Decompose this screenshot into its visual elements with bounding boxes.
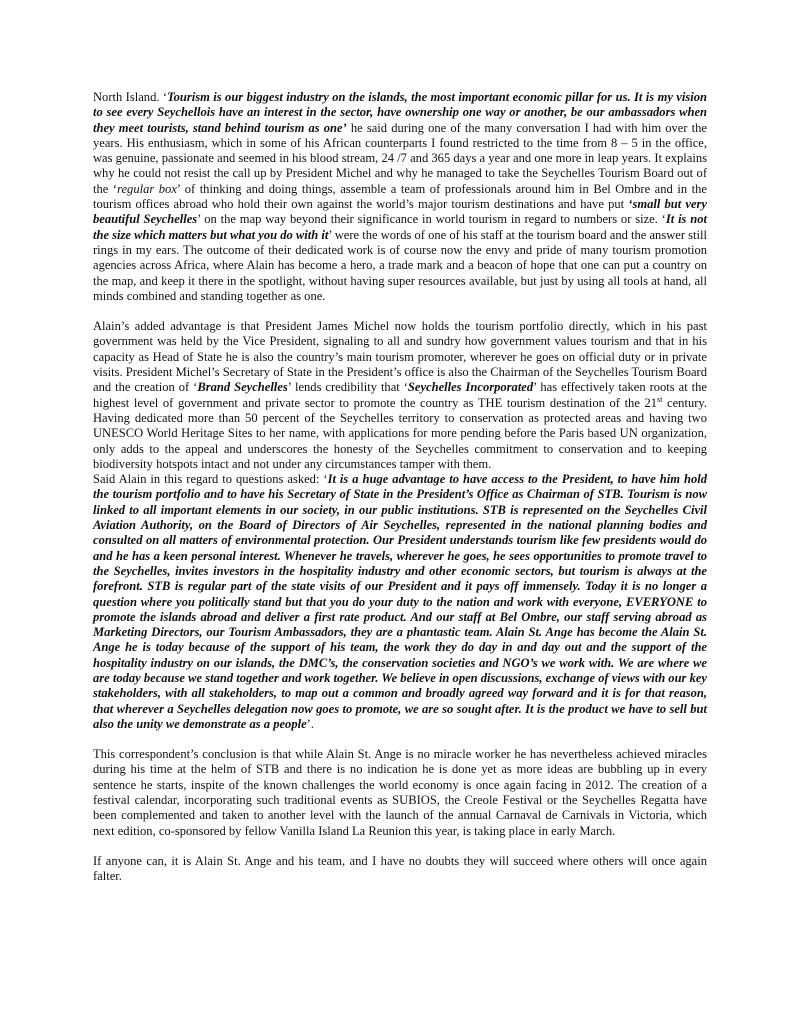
superscript-text: st (657, 394, 663, 404)
body-text: century. Having dedicated more than 50 percent of the Seychelles territory to conservation as protected areas and having two UNESCO World Heritage Sites to her name, with applications for more pending before the Paris based UN organization, only adds to the appeal and underscores the honesty of the Seychelles commitment to conservation and to keeping biodiversity hotspots intact and not under any circumstances tamper with them. (93, 395, 707, 471)
emphasized-text: It is not the size which matters but what you do with it (93, 212, 708, 242)
body-text: ’ of thinking and doing things, assemble a team of professionals around him in Bel Ombre and in the tourism offices abroad who hold their own against the world’s major tourism destinations and have put (93, 181, 707, 212)
body-text: If anyone can, it is Alain St. Ange and his team, and I have no doubts they will succeed where others will once again falter. (93, 853, 707, 884)
body-text: North Island. ‘ (93, 90, 168, 104)
body-text: ’ on the map way beyond their significance in world tourism in regard to numbers or size. ‘ (197, 212, 666, 227)
emphasized-text: ‘small but very beautiful Seychelles (93, 197, 707, 227)
paragraph-north-island (93, 90, 707, 304)
emphasized-text: It is a huge advantage to have access to the President, to have him hold the tourism portfolio and to have his Secretary of State in the President’s Office as Chairman of STB. Tourism is now linked to all important elements in our society, in our public institutions. STB is represented on the Seychelles Civil Aviation Authority, on the Board of Directors of Air Seychelles, represented in the national planning bodies and consulted on all matters of environmental protection. Our President understands tourism like few presidents would do and he has a keen personal interest. Whenever he travels, wherever he goes, he sees opportunities to promote travel to the Seychelles, invites investors in the hospitality industry and other economic sectors, but tourism is always at the forefront. STB is regular part of the state visits of our President and it pays off immensely. Today it is no longer a question where you politically stand but that you do your duty to the nation and work with everyone, EVERYONE to promote the islands abroad and deliver a first rate product. And our staff at Bel Ombre, our staff serving abroad as Marketing Directors, our Tourism Ambassadors, they are a phantastic team. Alain St. Ange has become the Alain St. Ange he is today because of the support of his team, the work they do day in and day out and the support of the hospitality industry on our islands, the DMC’s, the conservation societies and NGO’s we work with. We are where we are today because we stand together and work together. We believe in open discussions, exchange of views with our key stakeholders, with all stakeholders, to map out a common and broadly agreed way forward and it is for that reason, that wherever a Seychelles delegation now goes to promote, we are so sought after. It is the product we have to sell but also the unity we demonstrate as a people (93, 472, 707, 731)
paragraph-president-portfolio (93, 319, 707, 472)
paragraph-conclusion (93, 747, 707, 839)
document-page (93, 90, 707, 900)
body-text: regular box (117, 181, 177, 196)
body-text: ’ lends credibility that ‘ (287, 380, 408, 395)
emphasized-text: Tourism is our biggest industry on the islands, the most important economic pillar for us. It is my vision to see every Seychellois have an interest in the sector, have ownership one way or another, be our ambassadors when they meet tourists, stand behind tourism as one’ (93, 90, 707, 135)
body-text: Alain’s added advantage is that President James Michel now holds the tourism portfolio directly, which in his past government was held by the Vice President, signaling to all and sundry how government values tourism and that in his capacity as Head of State he is also the country’s main tourism promoter, wherever he goes on official duty or in private visits. President Michel’s Secretary of State in the President’s office is also the Chairman of the Seychelles Tourism Board and the creation of ‘ (93, 319, 707, 395)
body-text: he said during one of the many conversation I had with him over the years. His enthusiasm, which in some of his African counterparts I found restricted to the time from 8 – 5 in the office, was genuine, passionate and seemed in his blood stream, 24 /7 and 365 days a year and one more in leap years. It explains why he could not resist the call up by President Michel and why he managed to take the Seychelles Tourism Board out of the ‘ (93, 120, 707, 196)
body-text: ’ were the words of one of his staff at the tourism board and the answer still rings in my ears. The outcome of their dedicated work is of course now the envy and pride of many tourism promotion agencies across Africa, where Alain has become a hero, a trade mark and a beacon of hope that one can put a country on the map, and keep it there in the spotlight, without having super resources available, but just by using all tools at hand, all minds combined and standing together as one. (93, 227, 707, 303)
body-text: ’ has effectively taken roots at the highest level of government and private sector to promote the country as THE tourism destination of the 21 (93, 380, 707, 410)
body-text: ’. (306, 716, 314, 731)
emphasized-text: Seychelles Incorporated (407, 380, 534, 395)
paragraph-closing (93, 854, 707, 885)
emphasized-text: Brand Seychelles (197, 380, 288, 395)
body-text: Said Alain in this regard to questions asked: ‘ (93, 472, 328, 487)
body-text: This correspondent’s conclusion is that while Alain St. Ange is no miracle worker he has nevertheless achieved miracles during his time at the helm of STB and there is no indication he is done yet as more ideas are bubbling up in every sentence he starts, inspite of the known challenges the world economy is once again facing in 2012. The creation of a festival calendar, incorporating such traditional events as SUBIOS, the Creole Festival or the Seychelles Regatta have been complemented and taken to another level with the launch of the annual Carnaval de Carnivals in Victoria, which next edition, co-sponsored by fellow Vanilla Island La Reunion this year, is taking place in early March. (93, 747, 707, 838)
paragraph-alain-quote (93, 472, 707, 732)
